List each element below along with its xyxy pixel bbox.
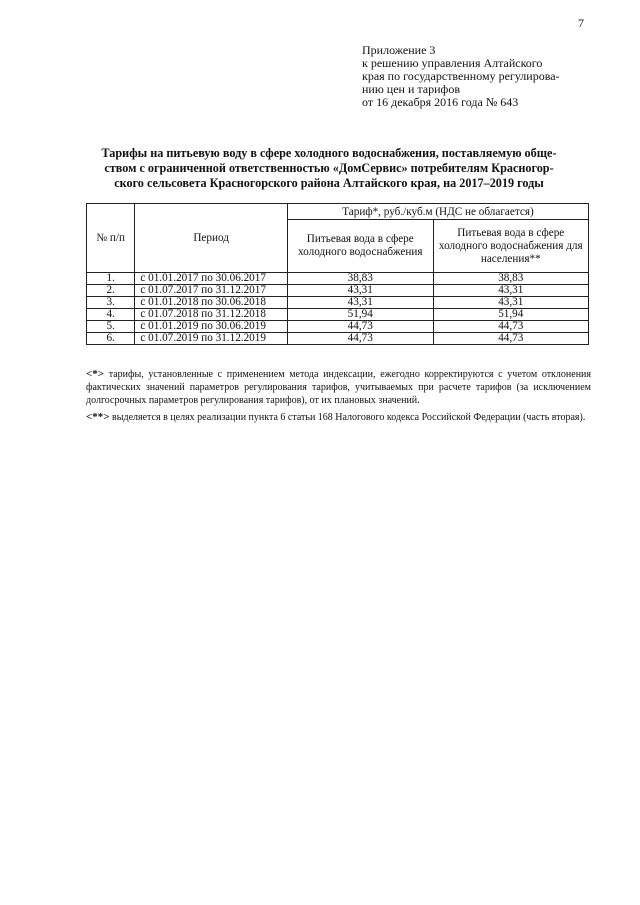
tariff-table	[86, 203, 589, 345]
table-row	[87, 333, 589, 345]
document-title	[86, 146, 572, 191]
title-line: Тарифы на питьевую воду в сфере холодного водоснабжения, поставляемую обще-	[101, 146, 557, 160]
row-tariff: 51,94	[287, 309, 433, 321]
header-number: № п/п	[87, 204, 135, 273]
title-line: ством с ограниченной ответственностью «ДомСервис» потребителям Красногор-	[104, 161, 554, 175]
page-number: 7	[578, 16, 584, 30]
row-tariff-population: 43,31	[433, 297, 588, 309]
appendix-line: к решению управления Алтайского	[362, 56, 543, 70]
footnotes	[86, 368, 591, 428]
row-number: 5.	[87, 321, 135, 333]
row-period: с 01.07.2019 по 31.12.2019	[135, 333, 288, 345]
appendix-reference	[362, 44, 612, 109]
footnote-1-text: тарифы, установленные с применением метода индексации, ежегодно корректируются с учетом отклонения фактических значений параметров регулирования тарифов, учитываемых при расчете тарифов (за исключением долгосрочных параметров регулирования тарифов), от их плановых значений.	[86, 369, 592, 406]
header-drinking-water-population: Питьевая вода в сфере холодного водоснабжения для населения**	[433, 220, 588, 273]
row-tariff-population: 43,31	[433, 285, 588, 297]
footnote-2-text: выделяется в целях реализации пункта 6 статьи 168 Налогового кодекса Российской Федерации (часть вторая).	[112, 412, 586, 423]
appendix-line: от 16 декабря 2016 года № 643	[362, 95, 519, 109]
row-tariff: 44,73	[287, 333, 433, 345]
row-period: с 01.01.2019 по 30.06.2019	[135, 321, 288, 333]
footnote-2	[86, 411, 591, 424]
table-row	[87, 285, 589, 297]
header-drinking-water: Питьевая вода в сфере холодного водоснабжения	[287, 220, 433, 273]
footnote-1	[86, 368, 591, 407]
row-period: с 01.07.2018 по 31.12.2018	[135, 309, 288, 321]
appendix-line: Приложение 3	[362, 43, 436, 57]
row-tariff: 38,83	[287, 273, 433, 285]
header-period: Период	[135, 204, 288, 273]
table-row	[87, 321, 589, 333]
row-tariff-population: 44,73	[433, 321, 588, 333]
row-tariff: 43,31	[287, 285, 433, 297]
appendix-line: нию цен и тарифов	[362, 82, 460, 96]
row-tariff-population: 51,94	[433, 309, 588, 321]
table-row	[87, 297, 589, 309]
header-tariff: Тариф*, руб./куб.м (НДС не облагается)	[287, 204, 588, 220]
footnote-2-mark: <**>	[86, 411, 110, 423]
row-period: с 01.01.2018 по 30.06.2018	[135, 297, 288, 309]
row-tariff: 44,73	[287, 321, 433, 333]
footnote-1-mark: <*>	[86, 368, 105, 380]
row-number: 1.	[87, 273, 135, 285]
table-row	[87, 309, 589, 321]
row-number: 2.	[87, 285, 135, 297]
row-number: 3.	[87, 297, 135, 309]
row-tariff-population: 44,73	[433, 333, 588, 345]
row-period: с 01.07.2017 по 31.12.2017	[135, 285, 288, 297]
appendix-line: края по государственному регулирова-	[362, 69, 560, 83]
title-line: ского сельсовета Красногорского района Алтайского края, на 2017–2019 годы	[114, 176, 544, 190]
table-row	[87, 273, 589, 285]
row-tariff: 43,31	[287, 297, 433, 309]
row-number: 4.	[87, 309, 135, 321]
row-period: с 01.01.2017 по 30.06.2017	[135, 273, 288, 285]
row-number: 6.	[87, 333, 135, 345]
row-tariff-population: 38,83	[433, 273, 588, 285]
